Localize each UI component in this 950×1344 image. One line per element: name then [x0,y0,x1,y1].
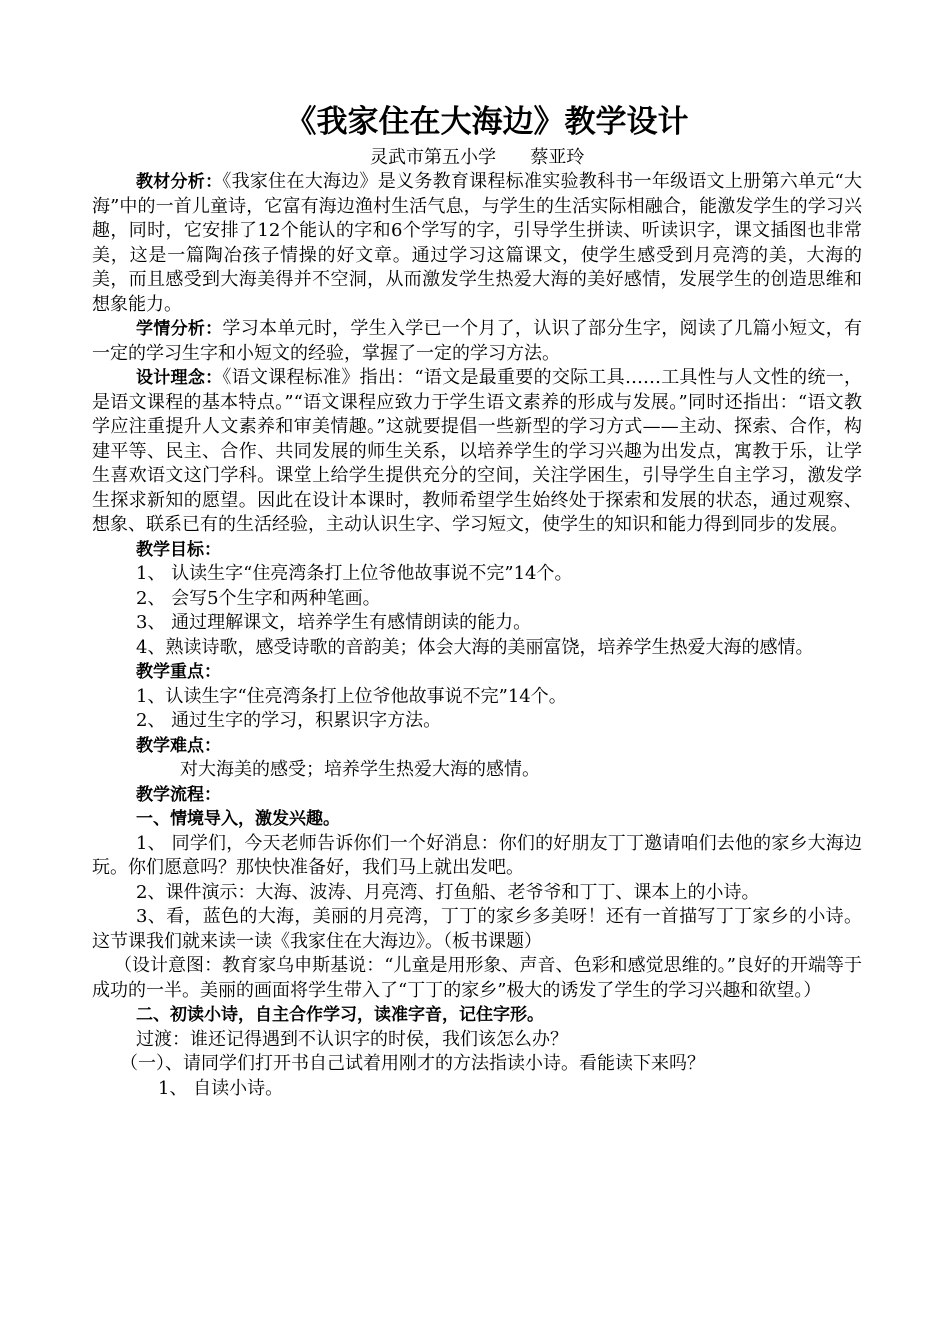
step-one-text: （一）、请同学们打开书自己试着用刚才的方法指读小诗。看能读下来吗？ [120,1053,705,1074]
design-concept [92,366,862,538]
difficulty-heading: 教学难点： [136,735,221,756]
keypoints-heading: 教学重点： [136,662,221,682]
difficulty-text: 对大海美的感受；培养学生热爱大海的感情。 [180,759,540,780]
step-one-item: 1、 自读小诗。 [158,1077,284,1099]
goal-item: 1、 认读生字“住亮湾条打上位爷他故事说不完”14个。 [136,563,573,584]
author-line: 灵武市第五小学 蔡亚玲 [370,147,585,168]
section-one-item: 1、 同学们，今天老师告诉你们一个好消息：你们的好朋友丁丁邀请咱们去他的家乡大海边玩。你们愿意吗？那快快准备好，我们马上就出发吧。 [92,832,862,878]
section-one-heading: 一、情境导入，激发兴趣。 [136,809,340,829]
design-intent-note: （设计意图：教育家乌申斯基说：“儿童是用形象、声音、色彩和感觉思维的。”良好的开端等于成功的一半。美丽的画面将学生带入了“丁丁的家乡”极大的诱发了学生的学习兴趣和欲望。） [92,955,862,1001]
keypoint-item: 2、 通过生字的学习，积累识字方法。 [136,710,442,731]
goal-item: 3、 通过理解课文，培养学生有感情朗读的能力。 [136,612,532,633]
document-page [92,98,862,1101]
concept-label: 设计理念： [136,368,223,388]
section-one-item: 3、看，蓝色的大海，美丽的月亮湾，丁丁的家乡多美呀！还有一首描写丁丁家乡的小诗。这节课我们就来读一读《我家住在大海边》。（板书课题） [92,906,862,952]
goal-item: 2、 会写5个生字和两种笔画。 [136,587,381,609]
learner-text: 学习本单元时，学生入学已一个月了，认识了部分生字，阅读了几篇小短文，有一定的学习生字和小短文的经验，掌握了一定的学习方法。 [92,318,863,364]
section-two-heading: 二、初读小诗，自主合作学习，读准字音，记住字形。 [136,1005,544,1025]
concept-text: 《语文课程标准》指出：“语文是最重要的交际工具……工具性与人文性的统一，是语文课程的基本特点。”“语文课程应致力于学生语文素养的形成与发展。”同时还指出：“语文教学应注重提升人文素养和审美情趣。”这就要提倡一些新型的学习方式——主动、探索、合作，构建平等、民主、合作、共同发展的师生关系，以培养学生的学习兴趣为出发点，寓教于乐，让学生喜欢语文这门学科。课堂上给学生提供充分的空间，关注学困生，引导学生自主学习，激发学生探求新知的愿望。因此在设计本课时，教师希望学生始终处于探索和发展的状态，通过观察、想象、联系已有的生活经验，主动认识生字、学习短文，使学生的知识和能力得到同步的发展。 [92,367,863,535]
learner-analysis [92,317,862,366]
process-heading: 教学流程： [136,784,221,805]
learner-label: 学情分析： [136,319,223,339]
document-title: 《我家住在大海边》教学设计 [285,104,689,140]
transition-text: 过渡：谁还记得遇到不认识字的时侯，我们该怎么办？ [136,1028,568,1050]
keypoint-item: 1、认读生字“住亮湾条打上位爷他故事说不完”14个。 [136,685,567,707]
material-text: 《我家住在大海边》是义务教育课程标准实验教科书一年级语文上册第六单元“大海”中的一首儿童诗，它富有海边渔村生活气息，与学生的生活实际相融合，能激发学生的学习兴趣，同时，它安排了12个能认的字和6个学写的字，引导学生拼读、听读识字，课文插图也非常美，这是一篇陶冶孩子情操的好文章。通过学习这篇课文，使学生感受到月亮湾的美，大海的美，而且感受到大海美得并不空洞，从而激发学生热爱大海的美好感情，发展学生的创造思维和想象能力。 [92,171,863,315]
material-label: 教材分析： [136,172,223,192]
goals-heading: 教学目标： [136,539,221,560]
material-analysis [92,170,862,317]
goal-item: 4、熟读诗歌，感受诗歌的音韵美；体会大海的美丽富饶，培养学生热爱大海的感情。 [136,636,814,658]
section-one-item: 2、课件演示：大海、波涛、月亮湾、打鱼船、老爷爷和丁丁、课本上的小诗。 [136,881,760,903]
